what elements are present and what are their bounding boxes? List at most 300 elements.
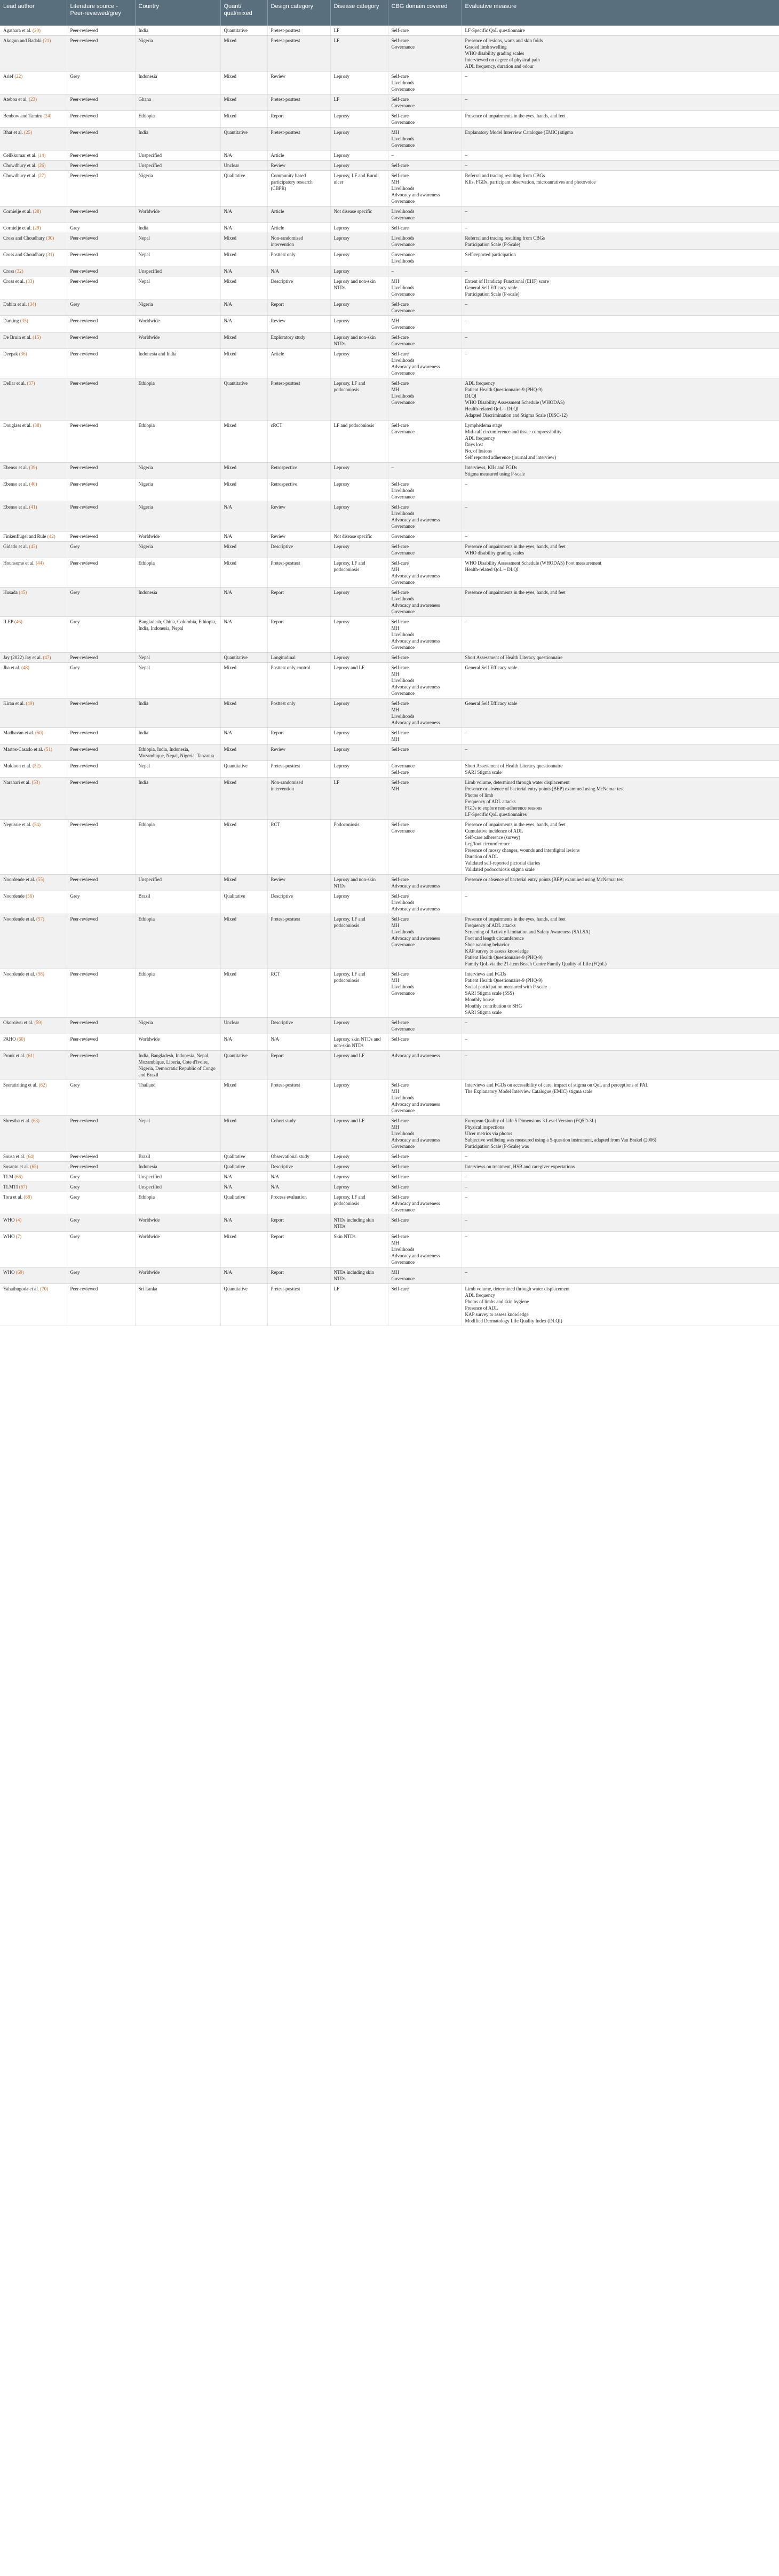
- cell-literature-source: Grey: [67, 542, 135, 558]
- cell-method: N/A: [220, 316, 267, 332]
- cell-lead-author: [0, 266, 67, 276]
- measure-item: –: [465, 481, 467, 487]
- cell-design-category: Pretest-posttest: [267, 94, 330, 111]
- cell-literature-source: Peer-reviewed: [67, 1116, 135, 1152]
- measure-item: Days lost: [465, 442, 483, 447]
- cell-literature-source: Peer-reviewed: [67, 532, 135, 542]
- cell-method: Mixed: [220, 875, 267, 891]
- reference-link[interactable]: (35): [20, 318, 28, 323]
- cell-cbg-domain: [388, 171, 462, 207]
- domain-item: MH: [391, 1270, 400, 1275]
- author-name: Cellkkumar et al.: [3, 153, 37, 158]
- cell-literature-source: Grey: [67, 1182, 135, 1192]
- reference-link[interactable]: (70): [40, 1286, 49, 1291]
- domain-item: Livelihoods: [391, 1095, 415, 1100]
- cell-lead-author: [0, 421, 67, 463]
- cell-cbg-domain: [388, 744, 462, 761]
- cell-cbg-domain: [388, 558, 462, 588]
- domain-item: Livelihoods: [391, 209, 415, 214]
- domain-item: Advocacy and awareness: [391, 906, 440, 911]
- table-row: [0, 588, 779, 617]
- domain-item: –: [391, 153, 394, 158]
- measure-item: –: [465, 153, 467, 158]
- cell-method: Mixed: [220, 111, 267, 128]
- measure-item: ADL frequency, duration and odour: [465, 64, 534, 69]
- cell-cbg-domain: [388, 463, 462, 479]
- reference-link[interactable]: (49): [26, 701, 34, 706]
- measure-item: Ulcer metrics via photos: [465, 1131, 512, 1136]
- reference-link[interactable]: (26): [37, 163, 46, 168]
- measure-item: Photos of limbs and skin hygiene: [465, 1299, 529, 1304]
- table-row: [0, 1172, 779, 1182]
- domain-item: Livelihoods: [391, 929, 415, 934]
- reference-link[interactable]: (61): [26, 1053, 35, 1058]
- author-name: Negussie et al.: [3, 822, 31, 827]
- cell-method: Mixed: [220, 233, 267, 250]
- reference-link[interactable]: (34): [28, 302, 36, 307]
- measure-item: The Explanatory Model Interview Catalogue (EMIC) stigma scale: [465, 1089, 593, 1094]
- cell-design-category: N/A: [267, 1034, 330, 1051]
- cell-evaluative-measure: [462, 875, 779, 891]
- reference-link[interactable]: (33): [26, 279, 34, 284]
- reference-link[interactable]: (64): [26, 1154, 35, 1159]
- reference-link[interactable]: (28): [33, 209, 41, 214]
- table-row: [0, 1116, 779, 1152]
- measure-item: Short Assessment of Health Literacy questionnaire: [465, 655, 563, 660]
- cell-evaluative-measure: [462, 1034, 779, 1051]
- cell-lead-author: [0, 72, 67, 94]
- reference-link[interactable]: (54): [32, 822, 41, 827]
- cell-country: Ethiopia: [135, 421, 220, 463]
- author-name: Agathara et al.: [3, 28, 31, 33]
- cell-literature-source: Peer-reviewed: [67, 502, 135, 532]
- cell-design-category: Pretest-posttest: [267, 914, 330, 969]
- author-name: Noordende et al.: [3, 971, 35, 977]
- reference-link[interactable]: (37): [27, 381, 35, 386]
- author-name: WHO: [3, 1270, 15, 1275]
- cell-evaluative-measure: [462, 744, 779, 761]
- measure-item: FGDs to explore non-adherence reasons: [465, 805, 542, 811]
- cell-country: Ethiopia: [135, 1192, 220, 1215]
- cell-method: Mixed: [220, 332, 267, 349]
- cell-lead-author: [0, 1116, 67, 1152]
- domain-item: MH: [391, 567, 400, 572]
- cell-disease-category: Leprosy, LF and podoconiosis: [330, 378, 388, 421]
- cell-design-category: Posttest only control: [267, 663, 330, 699]
- cell-country: Indonesia: [135, 588, 220, 617]
- cell-cbg-domain: [388, 588, 462, 617]
- cell-lead-author: [0, 728, 67, 744]
- cell-lead-author: [0, 1284, 67, 1326]
- cell-disease-category: Leprosy: [330, 111, 388, 128]
- reference-link[interactable]: (65): [30, 1164, 38, 1169]
- cell-design-category: N/A: [267, 1172, 330, 1182]
- reference-link[interactable]: (63): [31, 1118, 39, 1123]
- cell-disease-category: Leprosy: [330, 653, 388, 663]
- cell-cbg-domain: [388, 1162, 462, 1172]
- reference-link[interactable]: (56): [26, 893, 34, 899]
- reference-link[interactable]: (25): [24, 130, 32, 135]
- cell-evaluative-measure: [462, 207, 779, 223]
- reference-link[interactable]: (51): [44, 747, 52, 752]
- reference-link[interactable]: (67): [19, 1184, 27, 1190]
- reference-link[interactable]: (27): [37, 173, 46, 178]
- cell-evaluative-measure: [462, 378, 779, 421]
- reference-link[interactable]: (59): [34, 1020, 43, 1025]
- domain-item: Advocacy and awareness: [391, 1137, 440, 1143]
- cell-literature-source: Peer-reviewed: [67, 421, 135, 463]
- table-row: [0, 171, 779, 207]
- cell-design-category: Cohort study: [267, 1116, 330, 1152]
- domain-item: Governance: [391, 580, 415, 585]
- reference-link[interactable]: (36): [19, 351, 27, 356]
- cell-disease-category: LF: [330, 94, 388, 111]
- cell-evaluative-measure: [462, 502, 779, 532]
- domain-item: Self-care: [391, 916, 409, 922]
- measure-item: –: [465, 351, 467, 356]
- cell-lead-author: [0, 207, 67, 223]
- reference-link[interactable]: (52): [33, 763, 41, 768]
- author-name: Arief: [3, 74, 13, 79]
- cell-lead-author: [0, 532, 67, 542]
- domain-item: Self-care: [391, 351, 409, 356]
- cell-literature-source: Peer-reviewed: [67, 761, 135, 778]
- cell-method: Qualitative: [220, 891, 267, 914]
- cell-disease-category: Not disease specific: [330, 532, 388, 542]
- reference-link[interactable]: (43): [29, 544, 37, 549]
- reference-link[interactable]: (47): [43, 655, 51, 660]
- domain-item: Self-care: [391, 97, 409, 102]
- cell-design-category: Pretest-posttest: [267, 761, 330, 778]
- cell-design-category: Descriptive: [267, 1018, 330, 1034]
- cell-literature-source: Peer-reviewed: [67, 1284, 135, 1326]
- cell-evaluative-measure: [462, 479, 779, 502]
- cell-country: Indonesia: [135, 1162, 220, 1172]
- cell-cbg-domain: [388, 653, 462, 663]
- reference-link[interactable]: (39): [29, 465, 37, 470]
- reference-link[interactable]: (40): [29, 481, 37, 487]
- domain-item: Livelihoods: [391, 235, 415, 241]
- domain-item: Governance: [391, 142, 415, 148]
- domain-item: Self-care: [391, 1036, 409, 1042]
- cell-cbg-domain: [388, 349, 462, 378]
- cell-evaluative-measure: [462, 532, 779, 542]
- cell-disease-category: Leprosy: [330, 617, 388, 653]
- table-body: [0, 26, 779, 1326]
- cell-design-category: RCT: [267, 969, 330, 1018]
- cell-design-category: Review: [267, 316, 330, 332]
- domain-item: Livelihoods: [391, 1247, 415, 1252]
- reference-link[interactable]: (48): [21, 665, 29, 670]
- cell-design-category: Report: [267, 1232, 330, 1267]
- cell-literature-source: Peer-reviewed: [67, 479, 135, 502]
- cell-literature-source: Peer-reviewed: [67, 378, 135, 421]
- cell-disease-category: Leprosy, LF and podoconiosis: [330, 558, 388, 588]
- reference-link[interactable]: (69): [15, 1270, 24, 1275]
- domain-item: Governance: [391, 1026, 415, 1032]
- reference-link[interactable]: (44): [36, 560, 44, 566]
- measure-item: European Quality of Life 5 Dimensions 3 Level Version (EQ5D-3L): [465, 1118, 597, 1123]
- measure-item: Short Assessment of Health Literacy questionnaire: [465, 763, 563, 768]
- domain-item: Advocacy and awareness: [391, 684, 440, 689]
- domain-item: Self-care: [391, 1217, 409, 1223]
- measure-item: Participation Scale (P-Scale) was: [465, 1144, 529, 1149]
- measure-item: Physical inspections: [465, 1124, 504, 1130]
- reference-link[interactable]: (45): [19, 590, 27, 595]
- measure-item: –: [465, 225, 467, 231]
- cell-country: Unspecified: [135, 875, 220, 891]
- header-evaluative-measure: Evaluative measure: [462, 0, 779, 26]
- cell-disease-category: Leprosy: [330, 728, 388, 744]
- reference-link[interactable]: (31): [46, 252, 54, 257]
- domain-item: –: [391, 268, 394, 274]
- cell-disease-category: Leprosy and non-skin NTDs: [330, 875, 388, 891]
- cell-country: India: [135, 778, 220, 820]
- reference-link[interactable]: (46): [14, 619, 22, 624]
- cell-cbg-domain: [388, 1284, 462, 1326]
- reference-link[interactable]: (23): [28, 97, 37, 102]
- cell-disease-category: Leprosy: [330, 223, 388, 233]
- cell-country: Brazil: [135, 891, 220, 914]
- cell-country: Ethiopia, India, Indonesia, Mozambique, Nepal, Nigeria, Tanzania: [135, 744, 220, 761]
- table-row: [0, 332, 779, 349]
- reference-link[interactable]: (21): [43, 38, 51, 43]
- reference-link[interactable]: (60): [17, 1036, 25, 1042]
- author-name: Gidado et al.: [3, 544, 28, 549]
- reference-link[interactable]: (50): [35, 730, 43, 735]
- domain-item: Governance: [391, 1144, 415, 1149]
- table-row: [0, 778, 779, 820]
- cell-country: Nepal: [135, 250, 220, 266]
- measure-item: Self reported adherence (journal and interview): [465, 455, 557, 460]
- table-row: [0, 502, 779, 532]
- reference-link[interactable]: (62): [38, 1082, 47, 1088]
- cell-evaluative-measure: [462, 1152, 779, 1162]
- domain-item: Self-care: [391, 1174, 409, 1179]
- cell-disease-category: Leprosy: [330, 266, 388, 276]
- cell-disease-category: Leprosy and LF: [330, 663, 388, 699]
- cell-design-category: Report: [267, 1215, 330, 1232]
- cell-disease-category: Leprosy: [330, 542, 388, 558]
- measure-item: LF-Specific QoL questionnaires: [465, 812, 527, 817]
- table-row: [0, 299, 779, 316]
- cell-design-category: Report: [267, 617, 330, 653]
- author-name: WHO: [3, 1234, 15, 1239]
- cell-design-category: RCT: [267, 820, 330, 875]
- cell-disease-category: LF: [330, 26, 388, 36]
- reference-link[interactable]: (53): [31, 780, 40, 785]
- cell-lead-author: [0, 299, 67, 316]
- cell-method: N/A: [220, 1034, 267, 1051]
- domain-item: Self-care: [391, 730, 409, 735]
- measure-item: KAP survey to assess knowledge: [465, 1312, 529, 1317]
- cell-disease-category: Skin NTDs: [330, 1232, 388, 1267]
- measure-item: Referral and tracing resulting from CBGs: [465, 173, 545, 178]
- measure-item: Photos of limb: [465, 792, 494, 798]
- table-row: [0, 653, 779, 663]
- table-row: [0, 1080, 779, 1116]
- reference-link[interactable]: (15): [33, 335, 41, 340]
- cell-country: India, Bangladesh, Indonesia, Nepal, Mozambique, Liberia, Cote d'Ivoire, Nigeria, Democratic Republic of Congo and Brazil: [135, 1051, 220, 1080]
- reference-link[interactable]: (32): [15, 268, 23, 274]
- domain-item: Governance: [391, 942, 415, 947]
- measure-item: Interviews and FGDs: [465, 971, 506, 977]
- cell-design-category: Article: [267, 349, 330, 378]
- reference-link[interactable]: (55): [36, 877, 44, 882]
- cell-design-category: Article: [267, 150, 330, 161]
- cell-lead-author: [0, 479, 67, 502]
- cell-literature-source: Peer-reviewed: [67, 875, 135, 891]
- measure-item: –: [465, 1184, 467, 1190]
- domain-item: Governance: [391, 691, 415, 696]
- cell-lead-author: [0, 36, 67, 72]
- cell-country: Worldwide: [135, 1267, 220, 1284]
- reference-link[interactable]: (38): [33, 423, 41, 428]
- cell-cbg-domain: [388, 26, 462, 36]
- author-name: Kiran et al.: [3, 701, 25, 706]
- reference-link[interactable]: (7): [15, 1234, 22, 1239]
- cell-evaluative-measure: [462, 36, 779, 72]
- table-row: [0, 617, 779, 653]
- domain-item: Governance: [391, 291, 415, 297]
- cell-country: Nigeria: [135, 36, 220, 72]
- author-name: Ateboa et al.: [3, 97, 28, 102]
- measure-item: Presence of impairments in the eyes, hands, and feet: [465, 113, 566, 118]
- cell-disease-category: Leprosy: [330, 891, 388, 914]
- domain-item: MH: [391, 736, 400, 742]
- cell-disease-category: Leprosy: [330, 233, 388, 250]
- reference-link[interactable]: (66): [14, 1174, 23, 1179]
- domain-item: Governance: [391, 103, 415, 108]
- cell-country: Ethiopia: [135, 111, 220, 128]
- domain-item: Governance: [391, 370, 415, 376]
- cell-method: Mixed: [220, 276, 267, 299]
- cell-design-category: Review: [267, 875, 330, 891]
- cell-evaluative-measure: [462, 1182, 779, 1192]
- reference-link[interactable]: (20): [32, 28, 41, 33]
- measure-item: Interviewed on degree of physical pain: [465, 57, 540, 62]
- table-row: [0, 72, 779, 94]
- cell-lead-author: [0, 761, 67, 778]
- cell-method: Mixed: [220, 36, 267, 72]
- cell-cbg-domain: [388, 316, 462, 332]
- cell-literature-source: Peer-reviewed: [67, 128, 135, 150]
- author-name: Madhavan et al.: [3, 730, 34, 735]
- cell-country: Worldwide: [135, 1034, 220, 1051]
- domain-item: Self-care: [391, 590, 409, 595]
- cell-country: Indonesia: [135, 72, 220, 94]
- cell-disease-category: Leprosy, LF and podoconiosis: [330, 969, 388, 1018]
- domain-item: Governance: [391, 308, 415, 313]
- cell-cbg-domain: [388, 233, 462, 250]
- reference-link[interactable]: (41): [29, 504, 37, 510]
- measure-item: ADL frequency: [465, 435, 495, 441]
- author-name: Cornielje et al.: [3, 225, 32, 231]
- cell-disease-category: Podoconiosis: [330, 820, 388, 875]
- measure-item: –: [465, 1217, 467, 1223]
- domain-item: Advocacy and awareness: [391, 638, 440, 644]
- cell-method: Mixed: [220, 1080, 267, 1116]
- cell-literature-source: Peer-reviewed: [67, 276, 135, 299]
- table-row: [0, 914, 779, 969]
- author-name: Darking: [3, 318, 19, 323]
- cell-lead-author: [0, 128, 67, 150]
- measure-item: WHO disability grading scales: [465, 550, 524, 556]
- reference-link[interactable]: (22): [14, 74, 23, 79]
- measure-item: Social participation measured with P-scale: [465, 984, 547, 989]
- domain-item: Governance: [391, 400, 415, 405]
- domain-item: Governance: [391, 252, 415, 257]
- cell-evaluative-measure: [462, 1018, 779, 1034]
- cell-method: N/A: [220, 150, 267, 161]
- cell-design-category: Exploratory study: [267, 332, 330, 349]
- table-row: [0, 421, 779, 463]
- reference-link[interactable]: (58): [36, 971, 44, 977]
- cell-lead-author: [0, 1232, 67, 1267]
- reference-link[interactable]: (14): [37, 153, 46, 158]
- cell-disease-category: Leprosy: [330, 699, 388, 728]
- cell-method: Mixed: [220, 250, 267, 266]
- author-name: Husada: [3, 590, 18, 595]
- author-name: Cross et al.: [3, 279, 25, 284]
- reference-link[interactable]: (42): [47, 534, 55, 539]
- measure-item: –: [465, 1270, 467, 1275]
- table-row: [0, 1162, 779, 1172]
- header-lead-author: Lead author: [0, 0, 67, 26]
- cell-lead-author: [0, 161, 67, 171]
- reference-link[interactable]: (24): [43, 113, 52, 118]
- domain-item: Livelihoods: [391, 984, 415, 989]
- reference-link[interactable]: (29): [33, 225, 41, 231]
- reference-link[interactable]: (68): [23, 1194, 32, 1200]
- cell-design-category: Pretest-posttest: [267, 128, 330, 150]
- measure-item: ADL frequency: [465, 381, 495, 386]
- reference-link[interactable]: (4): [15, 1217, 22, 1223]
- domain-item: Livelihoods: [391, 1131, 415, 1136]
- cell-literature-source: Grey: [67, 72, 135, 94]
- measure-item: –: [465, 74, 467, 79]
- author-name: Chowdhury et al.: [3, 163, 37, 168]
- cell-country: Nigeria: [135, 299, 220, 316]
- domain-item: Governance: [391, 524, 415, 529]
- reference-link[interactable]: (57): [36, 916, 44, 922]
- measure-item: Presence of impairments in the eyes, hands, and feet: [465, 544, 566, 549]
- measure-item: DLQI: [465, 393, 476, 399]
- reference-link[interactable]: (30): [46, 235, 54, 241]
- cell-country: Worldwide: [135, 1215, 220, 1232]
- cell-method: Quantitative: [220, 1051, 267, 1080]
- measure-item: –: [465, 1154, 467, 1159]
- cell-method: N/A: [220, 1182, 267, 1192]
- cell-country: Worldwide: [135, 316, 220, 332]
- measure-item: Patient Health Questionnaire-9 (PHQ-9): [465, 387, 543, 392]
- cell-literature-source: Grey: [67, 223, 135, 233]
- cell-disease-category: Leprosy: [330, 1172, 388, 1182]
- measure-item: –: [465, 209, 467, 214]
- table-row: [0, 663, 779, 699]
- cell-cbg-domain: [388, 1172, 462, 1182]
- measure-item: Screening of Activity Limitation and Safety Awareness (SALSA): [465, 929, 591, 934]
- measure-item: Interviews and FGDs on accessibility of care, impact of stigma on QoL and perceptions of PAL: [465, 1082, 649, 1088]
- measure-item: Mid-calf circumference and tissue compressibility: [465, 429, 562, 434]
- domain-item: Self-care: [391, 619, 409, 624]
- domain-item: Livelihoods: [391, 285, 415, 290]
- cell-cbg-domain: [388, 502, 462, 532]
- cell-country: Ethiopia: [135, 969, 220, 1018]
- author-name: Deepak: [3, 351, 18, 356]
- domain-item: Livelihoods: [391, 186, 415, 191]
- measure-item: Participation Scale (P-scale): [465, 291, 520, 297]
